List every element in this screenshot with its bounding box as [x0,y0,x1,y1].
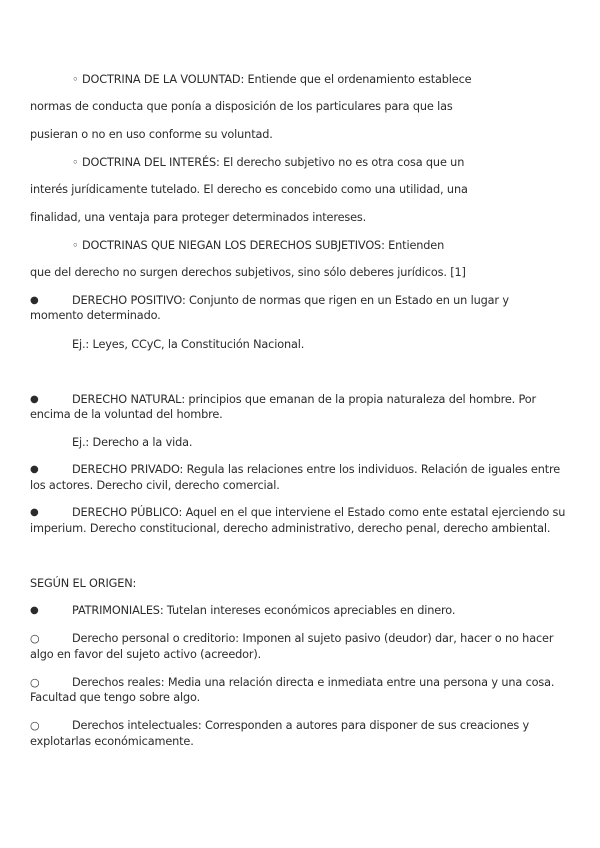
derecho-positivo-line-2: momento determinado. [30,309,161,322]
bullet-patrimoniales: ● [30,605,39,616]
derecho-natural-example: Ej.: Derecho a la vida. [72,436,193,449]
doctrina-voluntad-line-2: normas de conducta que ponía a disposición de los particulares para que las [30,100,453,113]
doctrina-niegan-line-2: que del derecho no surgen derechos subjetivos, sino sólo deberes jurídicos. [1] [30,266,466,279]
derecho-publico-line-2: imperium. Derecho constitucional, derecho administrativo, derecho penal, derecho ambiental. [30,522,551,535]
bullet-natural: ● [30,394,39,405]
bullet-publico: ● [30,507,39,518]
derechos-reales-line-2: Facultad que tengo sobre algo. [30,691,201,704]
doctrina-interes-line-2: interés jurídicamente tutelado. El derecho es concebido como una utilidad, una [30,183,468,196]
derecho-privado-line-1: DERECHO PRIVADO: Regula las relaciones entre los individuos. Relación de iguales entre [72,463,561,476]
derecho-natural-line-2: encima de la voluntad del hombre. [30,408,223,421]
circle-intelectuales: ○ [30,719,40,732]
section-heading-origen: SEGÚN EL ORIGEN: [30,577,137,590]
derecho-positivo-line-1: DERECHO POSITIVO: Conjunto de normas que rigen en un Estado en un lugar y [72,294,509,307]
derecho-personal-line-2: algo en favor del sujeto activo (acreedor). [30,648,262,661]
circle-reales: ○ [30,676,40,689]
doctrina-interes-line-1: ◦ DOCTRINA DEL INTERÉS: El derecho subjetivo no es otra cosa que un [72,156,465,169]
doctrina-interes-line-3: finalidad, una ventaja para proteger determinados intereses. [30,211,367,224]
derecho-positivo-example: Ej.: Leyes, CCyC, la Constitución Nacional. [72,338,305,351]
doctrina-voluntad-line-3: pusieran o no en uso conforme su voluntad. [30,128,273,141]
bullet-privado: ● [30,464,39,475]
doctrina-voluntad-line-1: ◦ DOCTRINA DE LA VOLUNTAD: Entiende que el ordenamiento establece [72,73,472,86]
derecho-privado-line-2: los actores. Derecho civil, derecho comercial. [30,479,280,492]
circle-personal: ○ [30,632,40,645]
derechos-reales-line-1: Derechos reales: Media una relación directa e inmediata entre una persona y una cosa. [72,676,555,689]
patrimoniales-line: PATRIMONIALES: Tutelan intereses económicos apreciables en dinero. [72,604,456,617]
derechos-intelectuales-line-1: Derechos intelectuales: Corresponden a autores para disponer de sus creaciones y [72,719,530,732]
doctrina-niegan-line-1: ◦ DOCTRINAS QUE NIEGAN LOS DERECHOS SUBJETIVOS: Entienden [72,239,445,252]
derecho-publico-line-1: DERECHO PÚBLICO: Aquel en el que interviene el Estado como ente estatal ejerciendo su [72,506,566,519]
derecho-natural-line-1: DERECHO NATURAL: principios que emanan de la propia naturaleza del hombre. Por [72,393,537,406]
derechos-intelectuales-line-2: explotarlas económicamente. [30,735,194,748]
derecho-personal-line-1: Derecho personal o creditorio: Imponen al sujeto pasivo (deudor) dar, hacer o no hacer [72,632,554,645]
bullet-positivo: ● [30,295,39,306]
